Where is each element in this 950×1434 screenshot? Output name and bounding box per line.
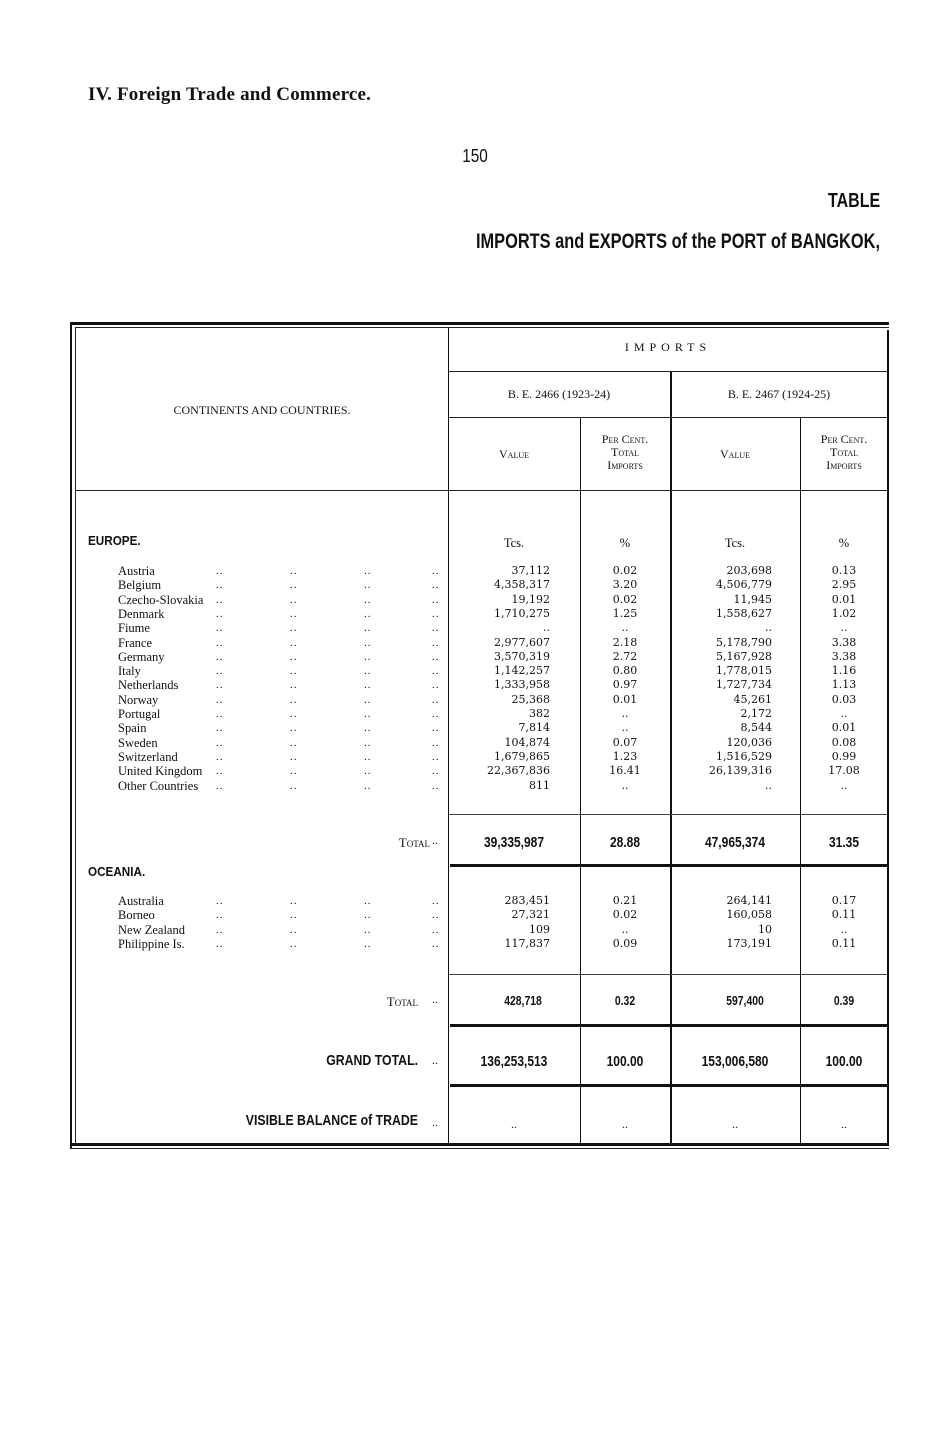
pct-1923: ..	[621, 621, 629, 635]
pct-1923: 0.80	[612, 664, 638, 678]
header-rule	[448, 371, 888, 372]
table-row	[76, 707, 888, 721]
pct-1923: 0.01	[612, 692, 638, 706]
table-border-bottom	[70, 1143, 889, 1146]
pct-1924: ..	[840, 778, 848, 792]
value-1923: 19,192	[511, 592, 550, 606]
leader-dots: ..	[432, 1053, 438, 1067]
pct-1924: 0.01	[831, 721, 857, 735]
units-value-1: Tcs.	[503, 536, 525, 550]
leader-dots: ..	[216, 722, 224, 735]
leader-dots: ..	[432, 708, 440, 720]
leader-dots: ..	[290, 650, 298, 663]
pct-1923: ..	[621, 778, 629, 792]
leader-dots: ..	[216, 693, 224, 706]
table-row	[76, 750, 888, 764]
leader-dots: ..	[216, 765, 224, 778]
leader-dots: ..	[432, 607, 440, 620]
table-row	[76, 764, 888, 778]
value-1923: 7,814	[518, 721, 550, 735]
value-1924: 1,558,627	[716, 606, 772, 620]
value-1924: 2,172	[740, 707, 772, 720]
value-1924: 203,698	[726, 564, 772, 577]
pct-1923: 0.02	[612, 564, 638, 577]
leader-dots: ..	[364, 650, 372, 663]
value-1923: 382	[529, 707, 550, 720]
value-1923: 27,321	[511, 908, 550, 922]
value-1923: 2,977,607	[494, 635, 550, 649]
leader-dots: ..	[290, 750, 298, 763]
value-1924: ..	[765, 621, 772, 635]
pct-1923: 0.07	[612, 735, 638, 749]
value-1924: 1,778,015	[716, 664, 772, 678]
leader-dots: ..	[432, 895, 440, 907]
value-1923: 25,368	[511, 692, 550, 706]
table-row	[76, 937, 888, 951]
pct-1924: 0.01	[831, 592, 857, 606]
leader-dots: ..	[364, 607, 372, 620]
pct-header-line: Per Cent.	[820, 432, 868, 446]
country-name: United Kingdom	[118, 764, 203, 779]
units-pct-2: %	[838, 536, 850, 550]
country-name: Borneo	[118, 908, 155, 923]
oceania-total-value-2: 597,400	[726, 993, 764, 1008]
table-border-top	[70, 322, 889, 325]
leader-dots: ..	[216, 779, 224, 792]
value-1923: ..	[543, 621, 550, 635]
leader-dots: ..	[432, 565, 440, 577]
table-row	[76, 664, 888, 678]
pct-1924: ..	[840, 922, 848, 936]
pct-1923: 1.23	[612, 749, 638, 763]
table-row	[76, 908, 888, 922]
table-row	[76, 578, 888, 592]
year-header-1: B. E. 2466 (1923-24)	[507, 387, 611, 401]
leader-dots: ..	[432, 992, 438, 1006]
leader-dots: ..	[364, 722, 372, 735]
leader-dots: ..	[216, 636, 224, 649]
pct-header-2	[800, 433, 888, 472]
pct-1923: 16.41	[609, 764, 641, 778]
europe-total-pct-2: 31.35	[828, 834, 860, 851]
value-1923: 1,679,865	[494, 749, 550, 763]
table-row	[76, 607, 888, 621]
leader-dots: ..	[364, 593, 372, 606]
value-1923: 109	[529, 922, 550, 936]
value-1924: 4,506,779	[716, 578, 772, 592]
leader-dots: ..	[364, 665, 372, 678]
value-1924: 11,945	[733, 592, 772, 606]
leader-dots: ..	[290, 636, 298, 649]
value-1923: 1,333,958	[494, 678, 550, 692]
balance-pct-1: ..	[622, 1117, 628, 1131]
grand-total-pct-1: 100.00	[606, 1053, 644, 1070]
leader-dots: ..	[364, 636, 372, 649]
pct-1924: 2.95	[831, 578, 857, 592]
value-1924: 1,727,734	[716, 678, 772, 692]
leader-dots: ..	[290, 708, 298, 720]
table-row	[76, 593, 888, 607]
leader-dots: ..	[432, 736, 440, 749]
value-1923: 37,112	[511, 564, 550, 577]
value-1924: 8,544	[740, 721, 772, 735]
leader-dots: ..	[364, 679, 372, 692]
country-name: Germany	[118, 649, 165, 664]
country-name: Switzerland	[118, 749, 178, 764]
value-1924: 264,141	[726, 894, 772, 907]
leader-dots: ..	[290, 722, 298, 735]
value-1924: 45,261	[733, 692, 772, 706]
table-border-left	[70, 322, 72, 1148]
value-1924: 5,167,928	[716, 649, 772, 663]
country-name: Netherlands	[118, 678, 179, 693]
leader-dots: ..	[432, 693, 440, 706]
leader-dots: ..	[364, 565, 372, 577]
leader-dots: ..	[290, 923, 298, 936]
value-header-1: Value	[499, 447, 529, 461]
pct-1923: 2.18	[612, 635, 638, 649]
leader-dots: ..	[364, 708, 372, 720]
pct-1923: 0.21	[612, 894, 638, 907]
pct-header-line: Per Cent.	[601, 432, 649, 446]
leader-dots: ..	[216, 679, 224, 692]
leader-dots: ..	[290, 607, 298, 620]
leader-dots: ..	[432, 636, 440, 649]
country-name: Austria	[118, 564, 155, 578]
table-row	[76, 678, 888, 692]
country-name: Norway	[118, 692, 159, 707]
leader-dots: ..	[432, 765, 440, 778]
pct-1923: 3.20	[612, 578, 638, 592]
leader-dots: ..	[432, 593, 440, 606]
units-value-2: Tcs.	[724, 536, 746, 550]
pct-1923: 2.72	[612, 649, 638, 663]
year-header-2: B. E. 2467 (1924-25)	[727, 387, 831, 401]
leader-dots: ..	[432, 579, 440, 592]
leader-dots: ..	[432, 622, 440, 635]
stub-header: CONTINENTS AND COUNTRIES.	[173, 403, 351, 417]
units-pct-1: %	[619, 536, 631, 550]
pct-1924: 0.99	[831, 749, 857, 763]
section-title: IV. Foreign Trade and Commerce.	[88, 84, 372, 105]
europe-total-value-2: 47,965,374	[704, 834, 766, 851]
grand-total-value-1: 136,253,513	[480, 1053, 548, 1070]
value-1923: 811	[529, 778, 550, 792]
value-1924: 1,516,529	[716, 749, 772, 763]
leader-dots: ..	[216, 607, 224, 620]
value-1924: 5,178,790	[716, 635, 772, 649]
leader-dots: ..	[364, 937, 372, 950]
leader-dots: ..	[290, 909, 298, 922]
value-1924: 10	[758, 922, 772, 936]
grand-total-rule	[450, 1084, 888, 1087]
leader-dots: ..	[216, 937, 224, 950]
page-number: 150	[462, 146, 488, 166]
pct-1924: 1.16	[831, 664, 857, 678]
table-row	[76, 621, 888, 635]
country-name: Spain	[118, 721, 147, 736]
pct-header-line: Total	[610, 445, 640, 459]
leader-dots: ..	[290, 665, 298, 678]
leader-dots: ..	[290, 779, 298, 792]
country-name: Fiume	[118, 621, 150, 636]
balance-pct-2: ..	[841, 1117, 847, 1131]
pct-1924: 0.11	[831, 936, 857, 950]
continent-oceania: OCEANIA.	[88, 864, 146, 879]
table-row	[76, 923, 888, 937]
leader-dots: ..	[364, 923, 372, 936]
pct-header-line: Imports	[826, 458, 862, 472]
europe-total-value-1: 39,335,987	[483, 834, 545, 851]
pct-1923: ..	[621, 721, 629, 735]
table-label: TABLE	[827, 190, 880, 212]
value-1923: 4,358,317	[494, 578, 550, 592]
oceania-total-pct-1: 0.32	[614, 993, 636, 1008]
value-1923: 283,451	[504, 894, 550, 907]
europe-total-label: Total	[398, 835, 430, 850]
country-name: Portugal	[118, 707, 161, 721]
leader-dots: ..	[432, 833, 438, 847]
pct-1923: 0.02	[612, 908, 638, 922]
leader-dots: ..	[290, 593, 298, 606]
value-1924: ..	[765, 778, 772, 792]
visible-balance-label: VISIBLE BALANCE of TRADE	[245, 1112, 418, 1129]
leader-dots: ..	[432, 679, 440, 692]
pct-header-line: Total	[829, 445, 859, 459]
value-1923: 1,142,257	[494, 664, 550, 678]
leader-dots: ..	[290, 693, 298, 706]
pct-1924: 3.38	[831, 635, 857, 649]
value-1923: 104,874	[504, 735, 550, 749]
grand-total-value-2: 153,006,580	[701, 1053, 769, 1070]
continent-europe: EUROPE.	[88, 533, 141, 548]
leader-dots: ..	[216, 895, 224, 907]
total-rule	[448, 814, 888, 815]
value-1923: 117,837	[504, 936, 550, 950]
leader-dots: ..	[432, 909, 440, 922]
country-name: Sweden	[118, 735, 158, 750]
value-1923: 1,710,275	[494, 606, 550, 620]
table-row	[76, 894, 888, 908]
pct-1924: ..	[840, 621, 848, 635]
total-rule	[448, 974, 888, 975]
country-name: Australia	[118, 894, 164, 908]
leader-dots: ..	[290, 765, 298, 778]
leader-dots: ..	[290, 736, 298, 749]
leader-dots: ..	[216, 650, 224, 663]
country-name: Philippine Is.	[118, 936, 185, 951]
pct-1924: 0.11	[831, 908, 857, 922]
table-row	[76, 693, 888, 707]
leader-dots: ..	[364, 909, 372, 922]
country-name: New Zealand	[118, 922, 185, 937]
leader-dots: ..	[364, 779, 372, 792]
leader-dots: ..	[216, 750, 224, 763]
oceania-total-pct-2: 0.39	[833, 993, 855, 1008]
leader-dots: ..	[432, 779, 440, 792]
leader-dots: ..	[364, 750, 372, 763]
imports-header: IMPORTS	[624, 340, 712, 354]
leader-dots: ..	[216, 909, 224, 922]
balance-value-1: ..	[511, 1117, 517, 1131]
oceania-total-value-1: 428,718	[504, 993, 542, 1008]
pct-1923: 0.02	[612, 592, 638, 606]
leader-dots: ..	[364, 579, 372, 592]
pct-1923: 0.97	[612, 678, 638, 692]
table-row	[76, 721, 888, 735]
leader-dots: ..	[216, 736, 224, 749]
country-name: France	[118, 635, 153, 650]
table-row	[76, 779, 888, 793]
table-row	[76, 650, 888, 664]
leader-dots: ..	[364, 895, 372, 907]
leader-dots: ..	[290, 622, 298, 635]
table-row	[76, 564, 888, 578]
value-1924: 173,191	[726, 936, 772, 950]
leader-dots: ..	[216, 923, 224, 936]
leader-dots: ..	[216, 665, 224, 678]
leader-dots: ..	[290, 565, 298, 577]
value-1924: 120,036	[726, 735, 772, 749]
pct-1923: 0.09	[612, 936, 638, 950]
table-row	[76, 736, 888, 750]
leader-dots: ..	[290, 937, 298, 950]
leader-dots: ..	[216, 622, 224, 635]
leader-dots: ..	[432, 722, 440, 735]
pct-1923: 1.25	[612, 606, 638, 620]
leader-dots: ..	[216, 593, 224, 606]
leader-dots: ..	[432, 923, 440, 936]
leader-dots: ..	[364, 736, 372, 749]
country-name: Denmark	[118, 606, 165, 621]
pct-header-1	[580, 433, 670, 472]
leader-dots: ..	[364, 622, 372, 635]
leader-dots: ..	[290, 579, 298, 592]
table-border-bottom-inner	[70, 1148, 889, 1149]
country-name: Other Countries	[118, 778, 199, 793]
value-1923: 3,570,319	[494, 649, 550, 663]
pct-1924: 3.38	[831, 649, 857, 663]
grand-total-label: GRAND TOTAL.	[326, 1052, 418, 1069]
header-rule	[76, 490, 888, 491]
leader-dots: ..	[432, 1115, 438, 1129]
header-rule	[448, 417, 888, 418]
pct-header-line: Imports	[607, 458, 643, 472]
value-1923: 22,367,836	[487, 764, 550, 778]
value-header-2: Value	[720, 447, 750, 461]
leader-dots: ..	[290, 679, 298, 692]
leader-dots: ..	[290, 895, 298, 907]
table-border-top-inner	[75, 327, 889, 328]
pct-1924: 1.13	[831, 678, 857, 692]
country-name: Italy	[118, 664, 141, 679]
grand-total-pct-2: 100.00	[825, 1053, 863, 1070]
europe-total-pct-1: 28.88	[609, 834, 641, 851]
leader-dots: ..	[432, 665, 440, 678]
pct-1924: 17.08	[828, 764, 860, 778]
total-double-rule	[450, 1024, 888, 1027]
oceania-total-label: Total	[386, 994, 418, 1009]
pct-1923: ..	[621, 922, 629, 936]
leader-dots: ..	[216, 579, 224, 592]
country-name: Czecho-Slovakia	[118, 592, 204, 607]
table-title: IMPORTS and EXPORTS of the PORT of BANGKOK,	[475, 230, 880, 253]
pct-1924: 0.08	[831, 735, 857, 749]
pct-1924: 0.17	[831, 894, 857, 907]
country-name: Belgium	[118, 578, 162, 593]
pct-1924: 0.13	[831, 564, 857, 577]
leader-dots: ..	[432, 750, 440, 763]
leader-dots: ..	[364, 693, 372, 706]
leader-dots: ..	[432, 937, 440, 950]
leader-dots: ..	[216, 565, 224, 577]
table-row	[76, 636, 888, 650]
leader-dots: ..	[432, 650, 440, 663]
pct-1924: 1.02	[831, 606, 857, 620]
total-double-rule	[450, 864, 888, 867]
balance-value-2: ..	[732, 1117, 738, 1131]
leader-dots: ..	[364, 765, 372, 778]
pct-1924: 0.03	[831, 692, 857, 706]
value-1924: 160,058	[726, 908, 772, 922]
value-1924: 26,139,316	[709, 764, 772, 778]
pct-1924: ..	[840, 707, 848, 720]
pct-1923: ..	[621, 707, 629, 720]
leader-dots: ..	[216, 708, 224, 720]
